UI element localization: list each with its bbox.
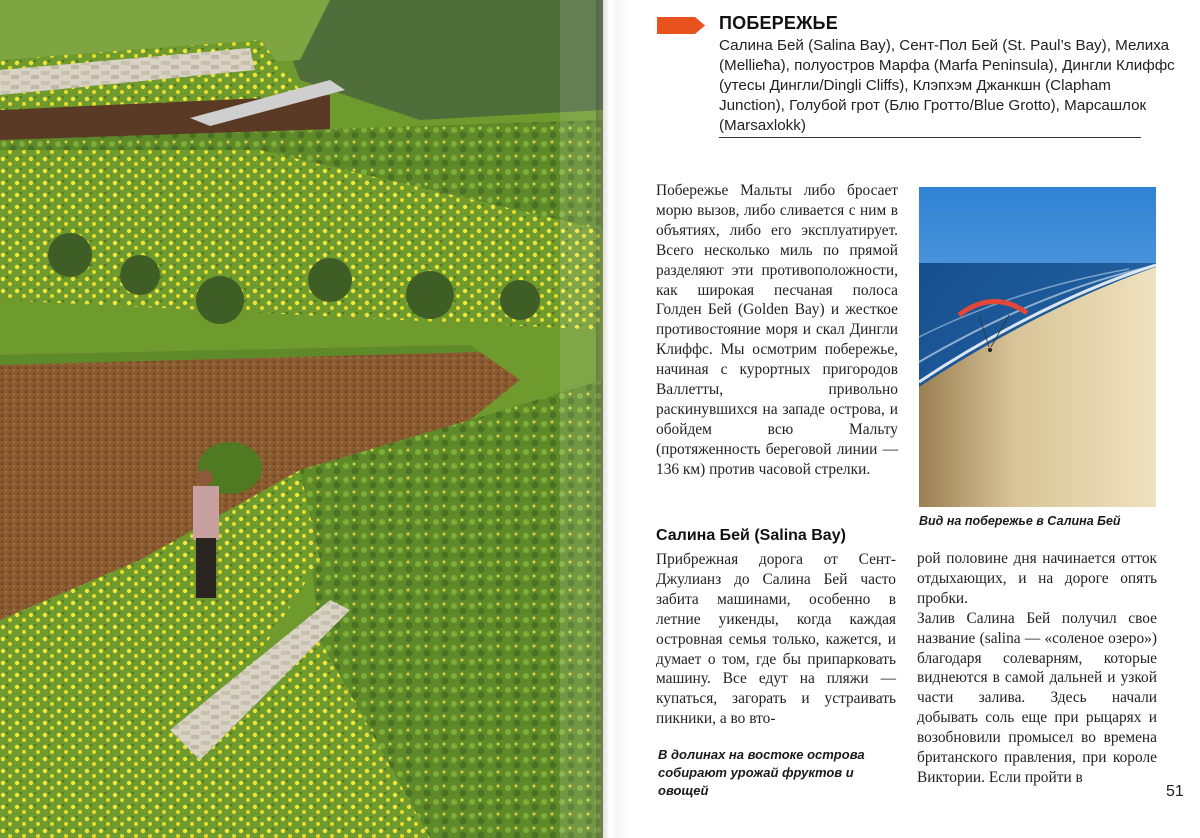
page-number: 51 [1166, 783, 1184, 800]
subsection-column-2 [917, 549, 1157, 788]
subsection-column-1 [656, 550, 896, 729]
subsection-paragraph-3: Залив Салина Бей получил свое название (salina — «соленое озеро») благодаря солеварням, которые виднеются в самой дальней и узкой части залива. Здесь начали добывать соль еще при рыцарях и возобновили промысел во времена британского правления, при короле Виктории. Если пройти в [917, 609, 1157, 786]
subsection-paragraph-2: рой половине дня начинается отток отдыхающих, и на дороге опять пробки. [917, 550, 1157, 607]
intro-paragraph: Побережье Мальты либо бросает морю вызов, либо сливается с ним в объятиях, либо его эксплуатирует. Всего несколько миль по прямой разделяют эти противоположности, как широкая песчаная полоса Голден Бей (Golden Bay) и жесткое противостояние моря и скал Дингли Клиффс. Мы осмотрим побережье, начиная с курортных пригородов Валлетты, привольно раскинувшихся на западе острова, и обойдем всю Мальту (протяженность береговой линии — 136 км) против часовой стрелки. [656, 182, 898, 478]
page-gutter [596, 0, 630, 838]
subsection-heading [656, 527, 846, 545]
header-divider [719, 137, 1141, 138]
arrow-right-icon [657, 17, 705, 34]
intro-column [656, 181, 898, 480]
subsection-title-latin: (Salina Bay) [754, 527, 846, 544]
coast-photo-caption: Вид на побережье в Салина Бей [919, 514, 1121, 528]
coast-photo [919, 187, 1156, 507]
section-title: ПОБЕРЕЖЬЕ [719, 13, 838, 33]
left-photo-caption: В долинах на востоке острова собирают урожай фруктов и овощей [658, 747, 865, 798]
section-places-list: Салина Бей (Salina Bay), Сент-Пол Бей (St. Paul’s Bay), Мелиха (Mellieħa), полуостров Марфа (Marfa Peninsula), Дингли Клиффс (утесы Дингли/Dingli Cliffs), Клэпхэм Джанкшн (Clapham Junction), Голубой грот (Блю Гротто/Blue Grotto), Марсашлок (Marsaxlokk) [719, 37, 1175, 134]
subsection-paragraph-1: Прибрежная дорога от Сент-Джулианз до Салина Бей часто забита машинами, особенно в летние уикенды, когда каждая островная семья только, кажется, и думает о том, где бы припарковать машину. Все едут на пляжи — купаться, загорать и устраивать пикники, а во вто- [656, 551, 896, 728]
subsection-title: Салина Бей [656, 527, 750, 544]
